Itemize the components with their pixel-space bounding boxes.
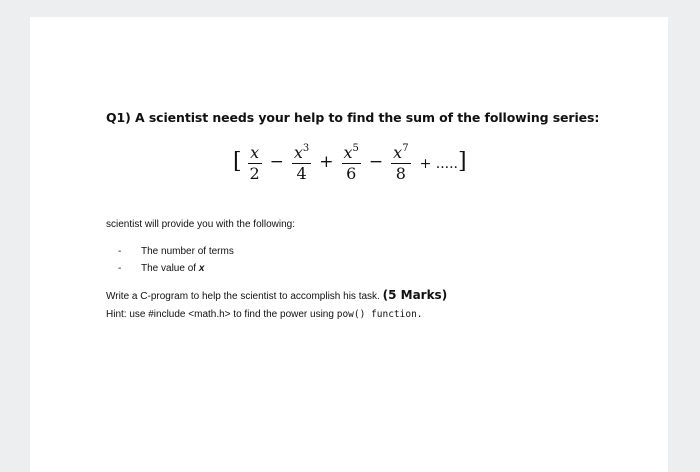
task-text: Write a C-program to help the scientist to accomplish his task. [106,291,380,302]
term-exponent: 7 [402,143,409,154]
operator-minus: − [368,151,384,172]
task-line [106,288,447,302]
series-term-3 [342,139,361,184]
list-dash: - [118,263,122,274]
input-list [118,243,234,277]
series-term-2 [292,139,311,184]
term-exponent: 5 [352,143,359,154]
series-tail [420,149,467,174]
list-item [118,260,234,277]
series-formula [233,139,467,184]
intro-text: scientist will provide you with the following: [106,219,295,230]
term-denominator: 8 [395,164,406,183]
term-exponent: 3 [302,143,310,154]
series-term-1 [248,139,262,184]
document-page [30,17,668,472]
term-denominator: 4 [296,164,307,183]
series-term-4 [391,139,410,184]
ellipsis: ..... [435,156,459,172]
term-denominator: 2 [249,164,260,183]
hint-line [106,309,423,320]
hint-code: pow() function. [336,309,423,320]
operator-minus: − [269,151,284,172]
term-numerator: x [393,143,403,162]
list-item-text: The number of terms [141,246,234,257]
term-denominator: 6 [346,164,357,183]
list-item [118,243,234,260]
hint-label: Hint: [106,309,127,320]
list-dash: - [118,246,122,257]
term-numerator: x [343,143,353,162]
task-marks: (5 Marks) [382,288,448,302]
operator-plus: + [319,151,334,172]
term-numerator: x [293,143,303,162]
open-bracket: [ [233,148,242,174]
list-item-text: The value of [141,263,199,274]
hint-text: use #include <math.h> to find the power using [129,309,334,320]
question-title: Q1) A scientist needs your help to find the sum of the following series: [106,110,600,125]
term-numerator: x [250,143,260,162]
operator-plus: + [419,156,432,172]
close-bracket: ] [458,149,467,174]
list-item-variable: x [198,263,205,274]
